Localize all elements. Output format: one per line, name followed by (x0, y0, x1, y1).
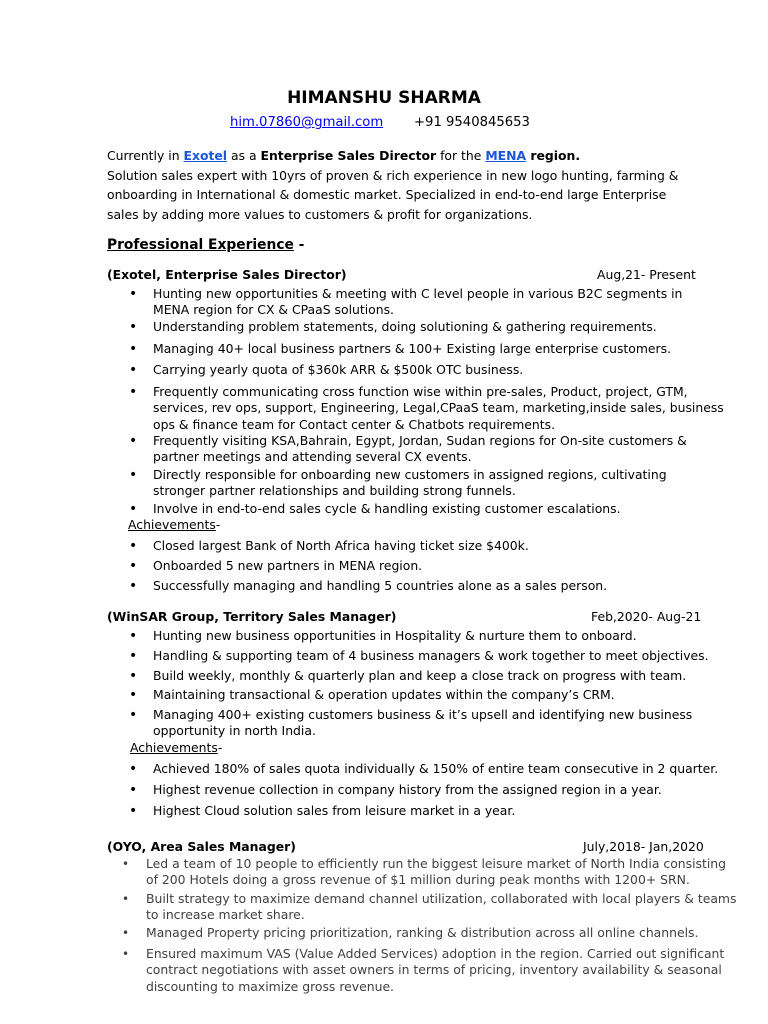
bullet-icon: • (129, 286, 138, 302)
list-item (129, 501, 621, 517)
bullet-icon: • (129, 319, 138, 335)
list-item (129, 467, 667, 500)
achievements-suffix: - (215, 517, 221, 532)
achievement-text: Achieved 180% of sales quota individually & 150% of entire team consecutive in 2 quarter. (153, 761, 719, 776)
phone-number: +91 9540845653 (414, 115, 530, 130)
bullet-icon: • (129, 648, 138, 664)
achievement-text: Highest revenue collection in company history from the assigned region in a year. (153, 782, 662, 797)
list-item (122, 891, 737, 924)
achievement-text: Highest Cloud solution sales from leisure market in a year. (153, 803, 516, 818)
profile-summary (107, 146, 679, 224)
email-link[interactable]: him.07860@gmail.com (230, 115, 384, 130)
bullet-text: Handling & supporting team of 4 business managers & work together to meet objectives. (153, 648, 709, 663)
list-item (122, 856, 727, 889)
job-title: (OYO, Area Sales Manager) (107, 839, 296, 854)
bullet-text: Carrying yearly quota of $360k ARR & $500k OTC business. (153, 362, 524, 377)
candidate-name: HIMANSHU SHARMA (287, 88, 481, 108)
bullet-icon: • (129, 433, 138, 449)
bullet-text: discounting to maximize gross revenue. (146, 978, 394, 994)
bullet-text: Led a team of 10 people to efficiently run the biggest leisure market of North India consisting (146, 856, 727, 871)
summary-line: sales by adding more values to customers & profit for organizations. (107, 206, 533, 222)
achievements-label: Achievements (130, 740, 218, 755)
bullet-text: Managing 40+ local business partners & 100+ Existing large enterprise customers. (153, 341, 672, 356)
list-item (129, 558, 423, 574)
bullet-text: Hunting new business opportunities in Hospitality & nurture them to onboard. (153, 628, 637, 643)
achievements-label: Achievements (128, 517, 216, 532)
bullet-icon: • (129, 687, 138, 703)
bullet-text: Involve in end-to-end sales cycle & handling existing customer escalations. (153, 501, 621, 516)
achievements-heading (128, 517, 220, 532)
bullet-icon: • (122, 947, 130, 961)
job-date: July,2018- Jan,2020 (583, 839, 704, 854)
list-item (129, 668, 687, 684)
bullet-icon: • (129, 628, 138, 644)
current-role-line (107, 146, 667, 166)
region-link-mena[interactable]: MENA (485, 148, 527, 163)
achievements-suffix: - (217, 740, 223, 755)
bullet-text: Frequently visiting KSA,Bahrain, Egypt, Jordan, Sudan regions for On-site customers & (153, 433, 687, 448)
bullet-text: ops & finance team for Contact center & Chatbots requirements. (153, 416, 556, 432)
bullet-text: MENA region for CX & CPaaS solutions. (153, 302, 394, 318)
bullet-icon: • (122, 926, 130, 940)
bullet-icon: • (129, 467, 138, 483)
list-item (122, 946, 725, 995)
list-item (129, 803, 516, 819)
section-title-suffix: - (293, 237, 305, 253)
bullet-icon: • (129, 384, 138, 400)
summary-text: for the (436, 148, 486, 163)
bullet-icon: • (129, 362, 138, 378)
bullet-text: Understanding problem statements, doing solutioning & gathering requirements. (153, 319, 657, 334)
section-title-experience (107, 237, 304, 253)
list-item (129, 578, 608, 594)
summary-line: Solution sales expert with 10yrs of proven & rich experience in new logo hunting, farming & (107, 167, 679, 183)
achievement-text: Closed largest Bank of North Africa having ticket size $400k. (153, 538, 529, 553)
bullet-text: Managing 400+ existing customers business & it’s upsell and identifying new business (153, 707, 693, 722)
achievement-text: Onboarded 5 new partners in MENA region. (153, 558, 423, 573)
summary-text: as a (227, 148, 261, 163)
job-date: Feb,2020- Aug-21 (591, 609, 702, 624)
bullet-icon: • (129, 538, 138, 554)
list-item (122, 925, 699, 941)
bullet-text: Ensured maximum VAS (Value Added Services) adoption in the region. Carried out significant (146, 946, 725, 961)
list-item (129, 628, 637, 644)
list-item (129, 648, 709, 664)
bullet-text: Maintaining transactional & operation updates within the company’s CRM. (153, 687, 615, 702)
bullet-icon: • (129, 803, 138, 819)
achievements-heading (130, 740, 222, 755)
list-item (129, 761, 719, 777)
list-item (129, 341, 672, 357)
job-date: Aug,21- Present (597, 267, 696, 282)
bullet-text: Hunting new opportunities & meeting with C level people in various B2C segments in (153, 286, 683, 301)
bullet-icon: • (129, 761, 138, 777)
list-item (129, 687, 615, 703)
bullet-icon: • (129, 341, 138, 357)
list-item (129, 384, 724, 433)
summary-line: onboarding in International & domestic market. Specialized in end-to-end large Enterprise (107, 187, 667, 202)
list-item (129, 319, 657, 335)
bullet-text: Directly responsible for onboarding new customers in assigned regions, cultivating (153, 467, 667, 482)
bullet-icon: • (129, 558, 138, 574)
list-item (129, 362, 524, 378)
company-link-exotel[interactable]: Exotel (183, 148, 228, 163)
bullet-text: Build weekly, monthly & quarterly plan and keep a close track on progress with team. (153, 668, 687, 683)
bullet-text: services, rev ops, support, Engineering, Legal,CPaaS team, marketing,inside sales, business (153, 400, 724, 416)
bullet-icon: • (122, 857, 130, 871)
bullet-text: Frequently communicating cross function wise within pre-sales, Product, project, GTM, (153, 384, 688, 399)
bullet-icon: • (129, 501, 138, 517)
bullet-text: partner meetings and attending several CX events. (153, 449, 472, 465)
bullet-icon: • (122, 892, 130, 906)
job-title: (WinSAR Group, Territory Sales Manager) (107, 609, 397, 624)
summary-text: Currently in (107, 148, 184, 163)
list-item (129, 707, 693, 740)
bullet-text: Built strategy to maximize demand channel utilization, collaborated with local players & teams (146, 891, 737, 906)
achievement-text: Successfully managing and handling 5 countries alone as a sales person. (153, 578, 608, 593)
bullet-text: of 200 Hotels doing a gross revenue of $1 million during peak months with 1200+ SRN. (146, 872, 690, 888)
bullet-icon: • (129, 782, 138, 798)
list-item (129, 433, 687, 466)
bullet-icon: • (129, 578, 138, 594)
list-item (129, 782, 662, 798)
bullet-icon: • (129, 707, 138, 723)
job-title: (Exotel, Enterprise Sales Director) (107, 267, 347, 282)
list-item (129, 538, 529, 554)
bullet-text: opportunity in north India. (153, 723, 316, 739)
bullet-text: Managed Property pricing prioritization, ranking & distribution across all online channels. (146, 925, 699, 940)
bullet-icon: • (129, 668, 138, 684)
current-role: Enterprise Sales Director (260, 148, 437, 163)
summary-text: region. (526, 148, 581, 163)
bullet-text: stronger partner relationships and building strong funnels. (153, 483, 516, 499)
section-title-text: Professional Experience (107, 237, 294, 253)
bullet-text: to increase market share. (146, 907, 305, 923)
list-item (129, 286, 683, 319)
bullet-text: contract negotiations with asset owners in terms of pricing, inventory availability & seasonal (146, 962, 722, 978)
